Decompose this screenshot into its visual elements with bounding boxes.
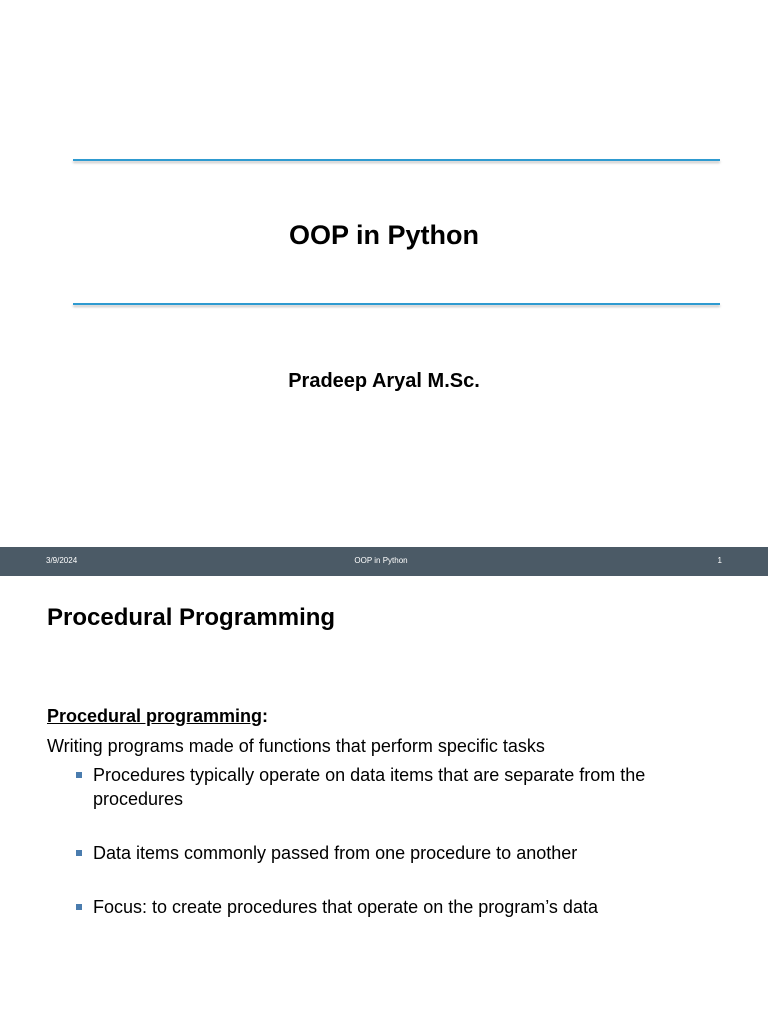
bullet-text: Data items commonly passed from one procedure to another [93, 843, 578, 863]
definition-text: Writing programs made of functions that perform specific tasks [47, 736, 545, 756]
footer-date: 3/9/2024 [46, 556, 78, 565]
bottom-divider-line [73, 303, 720, 305]
definition-heading [47, 706, 268, 727]
square-bullet-icon [76, 904, 82, 910]
slide-heading: Procedural Programming [47, 604, 336, 631]
square-bullet-icon [76, 850, 82, 856]
square-bullet-icon [76, 772, 82, 778]
slide-footer-bar [0, 547, 768, 576]
footer-title: OOP in Python [354, 556, 408, 565]
definition-term: Procedural programming [47, 706, 263, 726]
bullet-item [76, 841, 716, 865]
top-divider-line [73, 159, 720, 161]
bullet-item [76, 895, 716, 919]
content-slide [0, 576, 768, 1024]
footer-page-number: 1 [717, 556, 722, 565]
definition-colon: : [262, 706, 269, 726]
author-name: Pradeep Aryal M.Sc. [288, 370, 480, 392]
slide-title: OOP in Python [288, 220, 479, 250]
bullet-item [76, 763, 716, 811]
bullet-text: Procedures typically operate on data items that are separate from the procedures [93, 765, 646, 809]
bullet-list [76, 763, 716, 919]
bullet-text: Focus: to create procedures that operate on the program’s data [93, 897, 598, 917]
